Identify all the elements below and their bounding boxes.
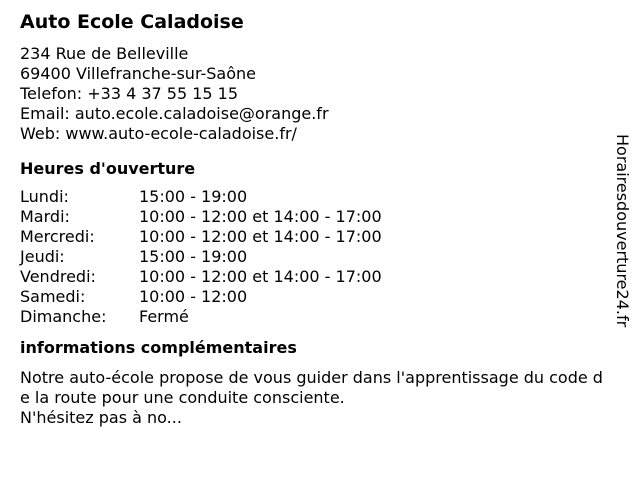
site-watermark bbox=[610, 134, 634, 374]
description-truncated: N'hésitez pas à no... bbox=[20, 408, 182, 427]
hours-row bbox=[20, 187, 382, 207]
street-address: 234 Rue de Belleville bbox=[20, 44, 189, 63]
additional-info-text bbox=[20, 368, 605, 428]
hours-value: 15:00 - 19:00 bbox=[139, 187, 248, 206]
hours-row bbox=[20, 307, 382, 327]
hours-value: 10:00 - 12:00 bbox=[139, 287, 248, 306]
city-postcode: 69400 Villefranche-sur-Saône bbox=[20, 64, 257, 83]
opening-hours-table bbox=[20, 187, 382, 327]
day-label: Dimanche: bbox=[20, 307, 107, 326]
day-label: Samedi: bbox=[20, 287, 86, 306]
business-card bbox=[20, 10, 610, 428]
phone-line: Telefon: +33 4 37 55 15 15 bbox=[20, 84, 239, 103]
day-label: Mercredi: bbox=[20, 227, 95, 246]
hours-row bbox=[20, 227, 382, 247]
business-name: Auto Ecole Caladoise bbox=[20, 11, 244, 33]
day-label: Mardi: bbox=[20, 207, 70, 226]
opening-hours-heading: Heures d'ouverture bbox=[20, 159, 196, 178]
hours-value: Fermé bbox=[139, 307, 189, 326]
description-text: Notre auto-école propose de vous guider dans l'apprentissage du code de la route pour une conduite consciente. bbox=[20, 368, 603, 407]
website-line: Web: www.auto-ecole-caladoise.fr/ bbox=[20, 124, 297, 143]
day-label: Jeudi: bbox=[20, 247, 65, 266]
day-label: Lundi: bbox=[20, 187, 69, 206]
additional-info-heading: informations complémentaires bbox=[20, 338, 297, 357]
contact-block bbox=[20, 44, 610, 144]
hours-row bbox=[20, 287, 382, 307]
hours-row bbox=[20, 207, 382, 227]
email-line: Email: auto.ecole.caladoise@orange.fr bbox=[20, 104, 329, 123]
hours-row bbox=[20, 247, 382, 267]
hours-value: 10:00 - 12:00 et 14:00 - 17:00 bbox=[139, 267, 382, 286]
hours-value: 10:00 - 12:00 et 14:00 - 17:00 bbox=[139, 207, 382, 226]
hours-value: 15:00 - 19:00 bbox=[139, 247, 248, 266]
hours-row bbox=[20, 267, 382, 287]
watermark-text: Horairesdouverture24.fr bbox=[613, 134, 632, 328]
hours-value: 10:00 - 12:00 et 14:00 - 17:00 bbox=[139, 227, 382, 246]
day-label: Vendredi: bbox=[20, 267, 96, 286]
